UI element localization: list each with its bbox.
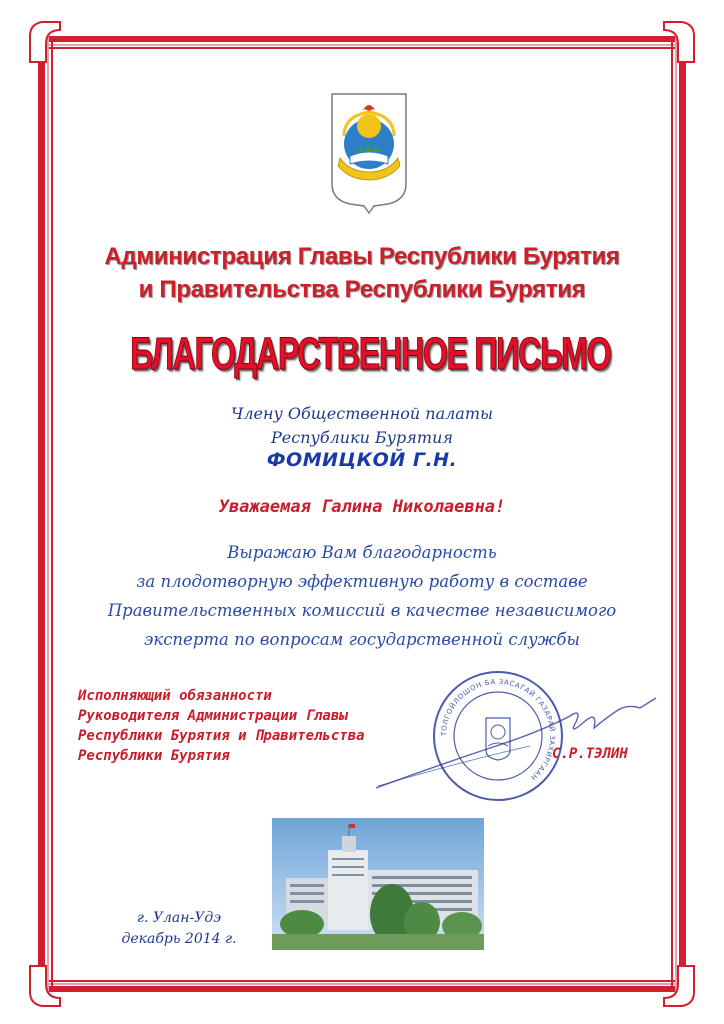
salutation: Уважаемая Галина Николаевна! — [218, 497, 506, 517]
body-line: за плодотворную эффективную работу в составе — [136, 572, 588, 591]
signer-name: С.Р.ТЭЛИН — [552, 746, 628, 762]
handwritten-signature — [370, 688, 660, 798]
organization-title — [40, 240, 684, 306]
recipient-line-1: Члену Общественной палаты — [230, 404, 494, 423]
signer-line: Республики Бурятия и Правительства — [78, 728, 365, 744]
recipient-position — [40, 402, 684, 450]
date: декабрь 2014 г. — [121, 931, 237, 947]
signer-line: Исполняющий обязанности — [78, 688, 272, 704]
place-and-date — [104, 908, 254, 950]
place: г. Улан-Удэ — [136, 910, 222, 926]
body-line: Выражаю Вам благодарность — [227, 543, 497, 562]
letter-body — [40, 538, 684, 654]
document-title: БЛАГОДАРСТВЕННОЕ ПИСЬМО — [130, 328, 611, 379]
signer-line: Республики Бурятия — [78, 748, 230, 764]
government-building-photo — [272, 818, 484, 950]
signer-line: Руководителя Администрации Главы — [78, 708, 348, 724]
buryatia-coat-of-arms-icon — [330, 92, 408, 214]
recipient-line-2: Республики Бурятия — [271, 428, 453, 447]
organization-line-2: и Правительства Республики Бурятия — [138, 276, 586, 303]
body-line: эксперта по вопросам государственной службы — [144, 630, 580, 649]
recipient-name: ФОМИЦКОЙ Г.Н. — [266, 449, 458, 471]
signer-position — [78, 686, 365, 766]
seal-text: ТОЛГОЙЛОШОН БА ЗАСАГАЙ ГАЗАРАЙ ЗАХИРГААН — [439, 677, 557, 782]
organization-line-1: Администрация Главы Республики Бурятия — [104, 243, 620, 270]
body-line: Правительственных комиссий в качестве независимого — [107, 601, 617, 620]
